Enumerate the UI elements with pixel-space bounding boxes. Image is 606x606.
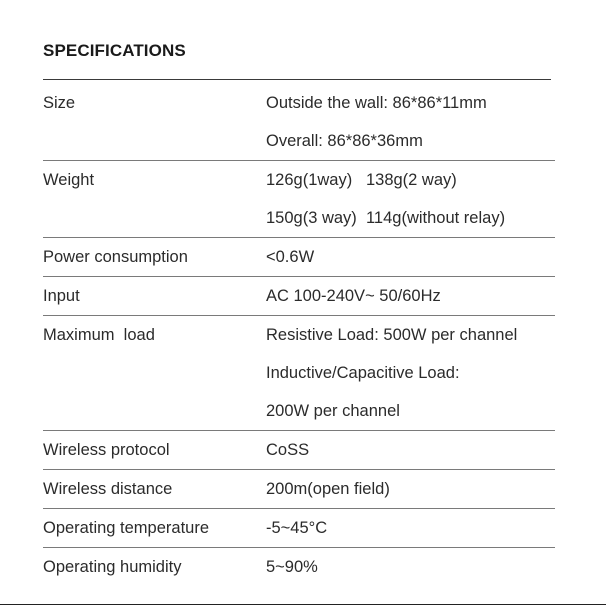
spec-label: Wireless distance bbox=[43, 480, 173, 498]
spec-value: 126g(1way) 138g(2 way) bbox=[266, 171, 457, 189]
spec-value: 5~90% bbox=[266, 558, 318, 576]
spec-value: Inductive/Capacitive Load: bbox=[266, 364, 460, 382]
spec-values bbox=[266, 161, 555, 237]
page-bottom-divider bbox=[0, 604, 606, 605]
spec-row bbox=[43, 316, 555, 431]
spec-value: 200m(open field) bbox=[266, 480, 390, 498]
specifications-table bbox=[43, 84, 555, 586]
spec-values bbox=[266, 316, 555, 430]
spec-value: <0.6W bbox=[266, 248, 315, 266]
spec-row bbox=[43, 431, 555, 470]
spec-value: CoSS bbox=[266, 441, 310, 459]
spec-values bbox=[266, 84, 555, 160]
spec-value: 200W per channel bbox=[266, 402, 400, 420]
spec-row bbox=[43, 470, 555, 509]
spec-value: Resistive Load: 500W per channel bbox=[266, 326, 518, 344]
spec-values bbox=[266, 277, 555, 315]
spec-row bbox=[43, 161, 555, 238]
spec-value: Outside the wall: 86*86*11mm bbox=[266, 94, 487, 112]
spec-values bbox=[266, 431, 555, 469]
spec-label: Power consumption bbox=[43, 248, 188, 266]
spec-label: Maximum load bbox=[43, 326, 155, 344]
spec-values bbox=[266, 509, 555, 547]
spec-value: -5~45°C bbox=[266, 519, 328, 537]
spec-row bbox=[43, 238, 555, 277]
spec-row bbox=[43, 277, 555, 316]
spec-value: 150g(3 way) 114g(without relay) bbox=[266, 209, 506, 227]
spec-label: Input bbox=[43, 287, 80, 305]
spec-value: AC 100-240V~ 50/60Hz bbox=[266, 287, 441, 305]
spec-values bbox=[266, 470, 555, 508]
spec-label: Operating temperature bbox=[43, 519, 210, 537]
spec-value: Overall: 86*86*36mm bbox=[266, 132, 423, 150]
spec-label: Size bbox=[43, 94, 76, 112]
title-divider bbox=[43, 79, 551, 80]
spec-values bbox=[266, 548, 555, 586]
spec-label: Wireless protocol bbox=[43, 441, 170, 459]
spec-row bbox=[43, 548, 555, 586]
spec-row bbox=[43, 509, 555, 548]
spec-row bbox=[43, 84, 555, 161]
spec-values bbox=[266, 238, 555, 276]
spec-label: Operating humidity bbox=[43, 558, 182, 576]
spec-label: Weight bbox=[43, 171, 95, 189]
page-title: SPECIFICATIONS bbox=[43, 41, 186, 60]
